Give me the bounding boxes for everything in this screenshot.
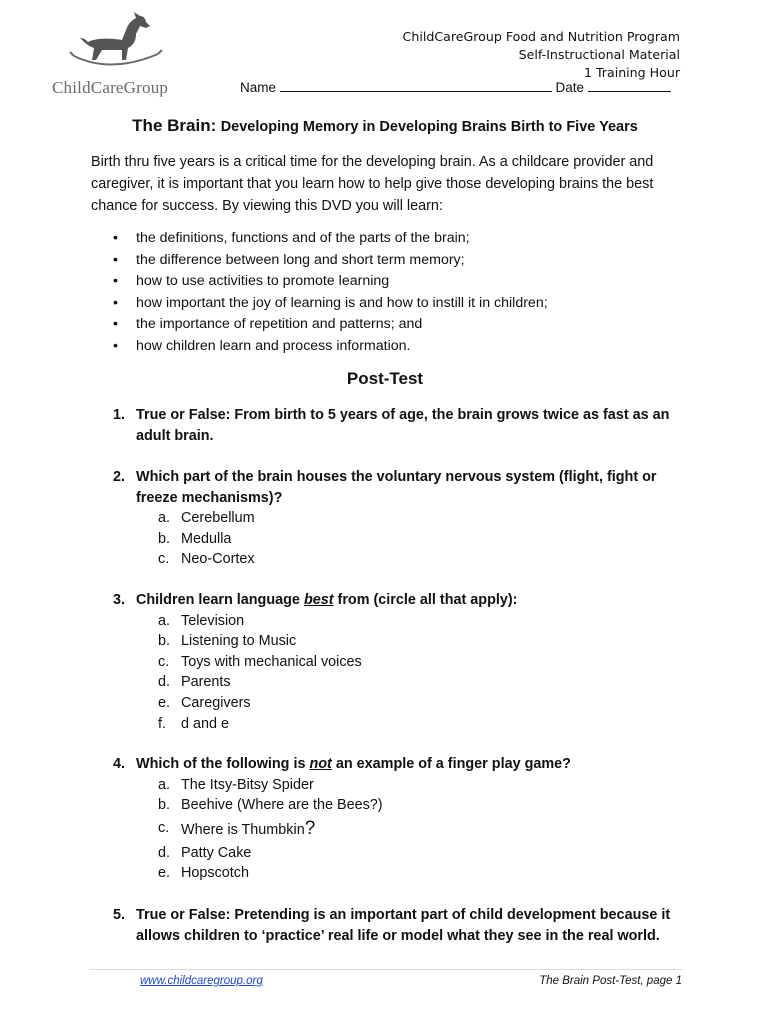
name-field[interactable] [280, 80, 552, 92]
question-number: 3. [113, 592, 126, 608]
answer-option[interactable]: b. Beehive (Where are the Bees?) [158, 797, 383, 814]
name-date-line [240, 80, 680, 95]
footer-divider [90, 969, 682, 970]
date-field[interactable] [588, 80, 671, 92]
question-number: 5. [113, 907, 126, 923]
list-item: • how to use activities to promote learning [91, 271, 691, 293]
list-item: • the importance of repetition and patterns; and [91, 314, 691, 336]
answer-option[interactable]: d. Parents [158, 674, 231, 691]
logo-text: ChildCareGroup [52, 78, 169, 97]
answer-option[interactable]: b. Medulla [158, 530, 232, 547]
question-stem [113, 467, 683, 508]
program-info [403, 28, 680, 82]
title-subtitle: Developing Memory in Developing Brains Birth to Five Years [220, 119, 638, 135]
bullet-icon: • [113, 273, 118, 290]
program-line: 1 Training Hour [583, 65, 680, 80]
list-item: • the definitions, functions and of the parts of the brain; [91, 228, 691, 250]
list-item: • how children learn and process information. [91, 336, 691, 358]
program-line: ChildCareGroup Food and Nutrition Program [402, 29, 680, 44]
bullet-icon: • [113, 251, 118, 268]
post-test-heading: Post-Test [346, 369, 424, 388]
answer-option[interactable]: c. Toys with mechanical voices [158, 653, 362, 670]
page-title [0, 116, 770, 136]
question-4 [113, 754, 683, 884]
answer-option[interactable]: a. The Itsy-Bitsy Spider [158, 776, 314, 793]
emphasis-text: not [309, 756, 332, 772]
answer-option[interactable]: c. Where is Thumbkin? [158, 817, 316, 839]
question-2 [113, 467, 683, 570]
answer-option[interactable]: c. Neo-Cortex [158, 551, 255, 568]
rocking-horse-icon [66, 8, 166, 74]
bullet-icon: • [113, 294, 118, 311]
question-stem [113, 905, 683, 946]
answer-option[interactable]: a. Cerebellum [158, 510, 255, 527]
answer-option[interactable]: b. Listening to Music [158, 633, 297, 650]
learning-objectives-list [91, 228, 691, 358]
page-footer-label: The Brain Post-Test, page 1 [539, 975, 682, 987]
question-text: Which part of the brain houses the voluntary nervous system (flight, fight or freeze mechanisms)? [136, 469, 657, 506]
question-number: 4. [113, 756, 126, 772]
question-text: True or False: Pretending is an important part of child development because it allows children to ‘practice’ real life or model what they see in the real world. [136, 907, 671, 944]
answer-option[interactable]: e. Hopscotch [158, 865, 249, 882]
answer-option[interactable]: d. Patty Cake [158, 844, 252, 861]
question-stem: 3. Children learn language best from (circle all that apply): [113, 590, 683, 611]
program-line: Self-Instructional Material [518, 47, 680, 62]
bullet-icon: • [113, 230, 118, 246]
website-link[interactable]: www.childcaregroup.org [140, 975, 263, 987]
list-item: • the difference between long and short term memory; [91, 250, 691, 272]
answer-option[interactable]: f. d and e [158, 715, 230, 732]
emphasis-text: best [303, 592, 334, 608]
question-text: True or False: From birth to 5 years of age, the brain grows twice as fast as an adult brain. [136, 407, 670, 444]
answer-option[interactable]: e. Caregivers [158, 694, 251, 711]
childcaregroup-logo [50, 8, 180, 98]
intro-paragraph: Birth thru five years is a critical time for the developing brain. As a childcare provider and caregiver, it is important that you learn how to help give those developing brains the best chance for success. By viewing this DVD you will learn: [91, 154, 654, 214]
question-stem [113, 405, 683, 446]
bullet-icon: • [113, 316, 118, 333]
list-item: • how important the joy of learning is and how to instill it in children; [91, 293, 691, 315]
question-stem: 4. Which of the following is not an example of a finger play game? [113, 754, 683, 775]
question-3 [113, 590, 683, 734]
bullet-icon: • [113, 337, 118, 354]
title-main: The Brain: [132, 116, 217, 135]
question-5 [113, 905, 683, 946]
question-1 [113, 405, 683, 446]
question-number: 1. [113, 407, 126, 423]
answer-option[interactable]: a. Television [158, 612, 245, 629]
question-number: 2. [113, 469, 126, 485]
date-label: Date [555, 80, 585, 95]
name-label: Name [240, 80, 277, 95]
